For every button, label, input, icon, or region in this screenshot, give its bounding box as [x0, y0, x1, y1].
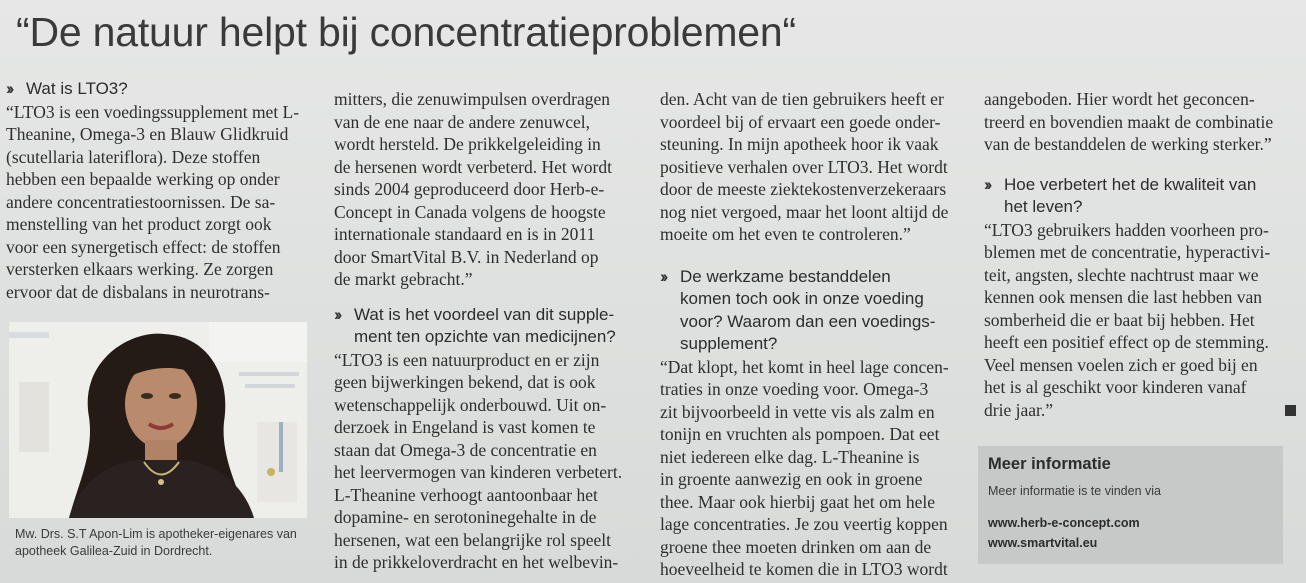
col2-line: hersenen, wat een belangrijke rol speelt	[334, 529, 611, 550]
col2-line: wetenschappelijk onderbouwd. Uit on-	[334, 394, 607, 415]
article-column-4	[984, 88, 1296, 421]
quote-marker-icon: ››	[660, 266, 666, 286]
col2-line: mitters, die zenuwimpulsen overdragen	[334, 89, 611, 109]
col4-line: blemen met de concentratie, hyperactivi-	[984, 242, 1271, 262]
question-2	[334, 304, 641, 349]
col3-line: groene thee moeten drinken om aan de	[660, 536, 932, 557]
question-4-line: Hoe verbetert het de kwaliteit van	[1004, 174, 1257, 194]
col3-line: traties in onze voeding voor. Omega-3	[660, 379, 929, 399]
question-2-line: Wat is het voordeel van dit supple-	[354, 304, 615, 324]
col1-line: “LTO3 is een voedingssupplement met L-	[6, 101, 300, 122]
portrait-photo	[9, 322, 307, 518]
question-3	[660, 266, 967, 356]
col4-line: teit, angsten, slechte nachtrust maar we	[984, 264, 1259, 285]
caption-line: apotheek Galilea-Zuid in Dordrecht.	[15, 544, 213, 558]
col3-line: voordeel bij of ervaart een goede onder-	[660, 111, 941, 132]
col2-line: door SmartVital B.V. in Nederland op	[334, 246, 599, 267]
info-box-title: Meer informatie	[988, 455, 1111, 473]
col1-line: Theanine, Omega-3 en Blauw Glidkruid	[6, 124, 289, 144]
quote-marker-icon: ››	[984, 174, 990, 194]
col4-line: kennen ook mensen die last hebben van	[984, 287, 1262, 307]
col4-line: aangeboden. Hier wordt het geconcen-	[984, 89, 1255, 109]
col3-line: steuning. In mijn apotheek hoor ik vaak	[660, 134, 939, 154]
col3-line: positieve verhalen over LTO3. Het wordt	[660, 156, 948, 177]
question-3-line: De werkzame bestanddelen	[680, 266, 891, 286]
info-box-text: Meer informatie is te vinden via	[988, 484, 1161, 498]
col1-line: andere concentratiestoornissen. De sa-	[6, 191, 276, 212]
col1-line: versterken elkaars werking. Ze zorgen	[6, 259, 274, 279]
question-1	[6, 78, 312, 101]
col3-line: nog niet vergoed, maar het loont altijd de	[660, 201, 949, 222]
question-1-text: Wat is LTO3?	[26, 79, 128, 98]
article-column-3	[660, 88, 967, 581]
col2-line: de markt gebracht.”	[334, 269, 473, 289]
col2-line: de hersenen wordt verbeterd. Het wordt	[334, 156, 612, 177]
end-of-article-icon	[1285, 405, 1296, 416]
col1-line: voor een synergetisch effect: de stoffen	[6, 236, 281, 257]
col4-line: van de bestanddelen de werking sterker.”	[984, 134, 1272, 154]
col3-line: zit bijvoorbeeld in vette vis als zalm en	[660, 401, 935, 422]
col2-line: Concept in Canada volgens de hoogste	[334, 201, 606, 222]
question-4-line: het leven?	[1004, 197, 1083, 216]
article-column-2	[334, 88, 641, 574]
link-smartvital[interactable]: www.smartvital.eu	[988, 536, 1098, 550]
col3-line: hoeveelheid te komen die in LTO3 wordt	[660, 559, 948, 579]
col3-line: “Dat klopt, het komt in heel lage concen-	[660, 356, 949, 377]
col3-line: door de meeste ziektekostenverzekeraars	[660, 179, 947, 199]
col4-line: treerd en bovendien maakt de combinatie	[984, 111, 1274, 132]
col4-line: het is al geschikt voor kinderen vanaf	[984, 377, 1247, 397]
col1-line: menstelling van het product zorgt ook	[6, 214, 272, 234]
col3-line: den. Acht van de tien gebruikers heeft er	[660, 89, 944, 109]
article-column-1	[6, 78, 312, 303]
col4-line-last	[984, 399, 1296, 422]
photo-caption	[15, 526, 315, 560]
col2-line: “LTO3 is een natuurproduct en er zijn	[334, 349, 600, 370]
info-box	[978, 446, 1283, 564]
quote-marker-icon: ››	[334, 304, 340, 324]
col3-line: niet iedereen elke dag. L-Theanine is	[660, 446, 920, 467]
quote-marker-icon: ››	[6, 79, 12, 98]
col1-line: ervoor dat de disbalans in neurotrans-	[6, 281, 270, 302]
col2-line: wordt hersteld. De prikkelgeleiding in	[334, 134, 601, 154]
col2-line: internationale standaard en is in 2011	[334, 224, 596, 244]
caption-line: Mw. Drs. S.T Apon-Lim is apotheker-eigenares van	[15, 527, 297, 541]
col4-line: Veel mensen voelen zich er goed bij en	[984, 354, 1258, 375]
portrait-illustration	[9, 322, 307, 518]
col3-line: thee. Maar ook hierbij gaat het om hele	[660, 491, 936, 512]
col2-line: geen bijwerkingen bekend, dat is ook	[334, 372, 596, 392]
col4-line: “LTO3 gebruikers hadden voorheen pro-	[984, 219, 1269, 240]
col2-line: L-Theanine verhoogt aantoonbaar het	[334, 484, 598, 505]
col3-line: tonijn en vruchten als pompoen. Dat eet	[660, 424, 940, 444]
col2-line: sinds 2004 geproduceerd door Herb-e-	[334, 179, 605, 199]
col2-line: in de prikkeloverdracht en het welbevin-	[334, 552, 619, 572]
col3-line: moeite om het even te controleren.”	[660, 224, 911, 244]
article-headline: “De natuur helpt bij concentratieproblemen“	[16, 9, 796, 55]
col2-line: het leervermogen van kinderen verbetert.	[334, 462, 623, 482]
col3-line: lage concentraties. Je zou veertig koppen	[660, 514, 948, 534]
question-4	[984, 174, 1296, 219]
col4-line: drie jaar.”	[984, 399, 1053, 420]
col2-line: van de ene naar de andere zenuwcel,	[334, 111, 591, 132]
question-3-line: komen toch ook in onze voeding	[680, 289, 924, 308]
question-2-line: ment ten opzichte van medicijnen?	[354, 327, 616, 346]
question-3-line: voor? Waarom dan een voedings-	[680, 311, 936, 331]
col4-line: heeft een positief effect op de stemming.	[984, 332, 1269, 352]
col1-line: hebben een bepaalde werking op onder	[6, 169, 280, 189]
col3-line: in groente aanwezig en ook in groene	[660, 469, 923, 489]
col1-line: (scutellaria lateriflora). Deze stoffen	[6, 146, 261, 167]
question-3-line: supplement?	[680, 334, 778, 353]
col2-line: staan dat Omega-3 de concentratie en	[334, 439, 597, 460]
col2-line: dopamine- en serotoninegehalte in de	[334, 507, 597, 527]
link-herb-e-concept[interactable]: www.herb-e-concept.com	[988, 516, 1140, 530]
col2-line: derzoek in Engeland is vast komen te	[334, 417, 596, 437]
col4-line: somberheid die er baat bij hebben. Het	[984, 309, 1255, 330]
